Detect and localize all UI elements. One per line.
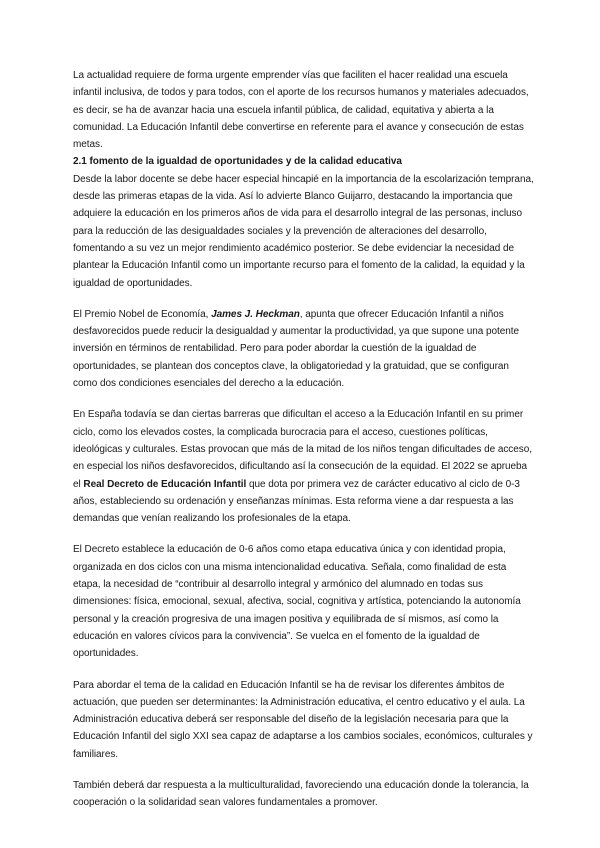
paragraph-heckman-start: El Premio Nobel de Economía, [73,308,212,320]
paragraph-early-schooling: Desde la labor docente se debe hacer especial hincapié en la importancia de la escolarización temprana, desde las primeras etapas de la vida. Así lo advierte Blanco Guijarro, destacando la importancia que adquiere la educación en los primeros años de vida para el desarrollo integral de las personas, incluso para la reducción de las desigualdades sociales y la prevención de alteraciones del desarrollo, fomentando a su vez un mejor rendimiento académico posterior. Se debe evidenciar la necesidad de plantear la Educación Infantil como un importante recurso para el fomento de la calidad, la equidad y la igualdad de oportunidades. [73,173,534,289]
decree-name: Real Decreto de Educación Infantil [83,478,247,490]
paragraph-heckman-end: , apunta que ofrecer Educación Infantil a niños desfavorecidos puede reducir la desigualdad y aumentar la productividad, ya que supone una potente inversión en términos de rentabilidad. Pero para poder abordar la cuestión de la igualdad de oportunidades, se plantean dos conceptos clave, la obligatoriedad y la gratuidad, que se configuran como dos condiciones esenciales del derecho a la educación. [73,308,519,390]
paragraph-spain-barriers [73,406,535,527]
paragraph-decree: El Decreto establece la educación de 0-6 años como etapa educativa única y con identidad propia, organizada en dos ciclos con una misma intencionalidad educativa. Señala, como finalidad de esta etapa, la necesidad de “contribuir al desarrollo integral y armónico del alumnado en todas sus dimensiones: física, emocional, sexual, afectiva, social, cognitiva y artística, potenciando la autonomía personal y la creación progresiva de una imagen positiva y equilibrada de sí mismos, así como la educación en valores cívicos para la convivencia”. Se vuelca en el fomento de la igualdad de oportunidades. [73,544,521,660]
paragraph-intro: La actualidad requiere de forma urgente emprender vías que faciliten el hacer realidad una escuela infantil inclusiva, de todos y para todos, con el aporte de los recursos humanos y materiales adecuados, es decir, se ha de avanzar hacia una escuela infantil pública, de calidad, equitativa y abierta a la comunidad. La Educación Infantil debe convertirse en referente para el avance y consecución de estas metas. [73,70,529,151]
paragraph-quality: Para abordar el tema de la calidad en Educación Infantil se ha de revisar los diferentes ámbitos de actuación, que pueden ser determinantes: la Administración educativa, el centro educativo y el aula. La Administración educativa deberá ser responsable del diseño de la legislación necesaria para que la Educación Infantil del siglo XXI sea capaz de adaptarse a los cambios sociales, económicos, culturales y familiares. [73,679,533,760]
section-heading: 2.1 fomento de la igualdad de oportunidades y de la calidad educativa [73,156,402,168]
paragraph-heckman [73,306,535,392]
heckman-name: James J. Heckman [211,308,300,320]
document-page [73,67,535,812]
paragraph-multiculturalism: También deberá dar respuesta a la multiculturalidad, favoreciendo una educación donde la tolerancia, la cooperación o la solidaridad sean valores fundamentales a promover. [73,779,529,809]
paragraph-spain-start: En España todavía se dan ciertas barreras que dificultan el acceso a la Educación Infantil en su primer ciclo, como los elevados costes, la complicada burocracia para el acceso, cuestiones políticas, ideológicas y culturales. Estas provocan que más de la mitad de los niños tengan dificultades de acceso, en especial los niños desfavorecidos, dificultando así la consecución de la equidad. El 2022 se aprueba el [73,409,532,490]
paragraph-spain-end: que dota por primera vez de carácter educativo al ciclo de 0-3 años, estableciendo su ordenación y enseñanzas mínimas. Esta reforma viene a dar respuesta a las demandas que venían realizando los profesionales de la etapa. [73,478,520,525]
